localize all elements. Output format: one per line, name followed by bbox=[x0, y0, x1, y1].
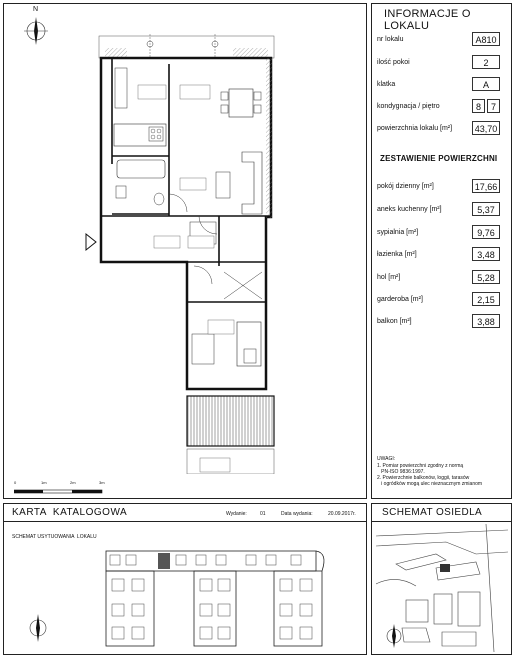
floor-plan-panel bbox=[3, 3, 367, 499]
scale-label-1: 1m bbox=[41, 480, 47, 485]
info-value-total-area: 43,70 bbox=[472, 121, 500, 135]
notes-title: UWAGI: bbox=[377, 456, 396, 462]
catalogue-header bbox=[4, 504, 366, 522]
area-label-living-room: pokój dzienny [m²] bbox=[377, 183, 434, 190]
area-label-bathroom: łazienka [m²] bbox=[377, 251, 417, 258]
notes-line-3: 2. Powierzchnie balkonów, loggii, tarasów bbox=[377, 475, 470, 481]
date-value: 20.09.2017r. bbox=[328, 511, 356, 517]
area-value-kitchenette: 5,37 bbox=[472, 202, 500, 216]
scale-label-3: 3m bbox=[99, 480, 105, 485]
area-label-balcony: balkon [m²] bbox=[377, 318, 412, 325]
info-value-staircase: A bbox=[472, 77, 500, 91]
estate-schema-panel bbox=[371, 503, 512, 655]
scale-label-0: 0 bbox=[14, 480, 17, 485]
info-value-floor: 7 bbox=[487, 99, 500, 113]
info-label-staircase: klatka bbox=[377, 81, 396, 88]
info-label-lot-number: nr lokalu bbox=[377, 36, 404, 43]
edition-label: Wydanie: bbox=[226, 511, 247, 517]
area-label-hall: hol [m²] bbox=[377, 274, 401, 281]
info-value-storey: 8 bbox=[472, 99, 485, 113]
notes-line-1: 1. Pomiar powierzchni zgodny z normą bbox=[377, 463, 464, 469]
info-title: INFORMACJE O LOKALU bbox=[384, 8, 471, 32]
location-title: SCHEMAT USYTUOWANIA LOKALU bbox=[12, 534, 97, 540]
compass-label: N bbox=[33, 6, 39, 13]
compass-small-icon bbox=[26, 610, 52, 646]
scale-bar bbox=[14, 480, 114, 496]
area-value-wardrobe: 2,15 bbox=[472, 292, 500, 306]
scale-ruler bbox=[14, 488, 114, 496]
area-value-living-room: 17,66 bbox=[472, 179, 500, 193]
card-title: KARTA KATALOGOWA bbox=[12, 507, 128, 518]
area-value-balcony: 3,88 bbox=[472, 314, 500, 328]
floor-plan-drawing bbox=[4, 4, 368, 474]
scale-label-2: 2m bbox=[70, 480, 76, 485]
info-value-lot-number: A810 bbox=[472, 32, 500, 46]
area-value-bathroom: 3,48 bbox=[472, 247, 500, 261]
area-value-bedroom: 9,76 bbox=[472, 225, 500, 239]
date-label: Data wydania: bbox=[281, 511, 313, 517]
info-label-rooms: ilość pokoi bbox=[377, 59, 410, 66]
info-label-total-area: powierzchnia lokalu [m²] bbox=[377, 125, 453, 132]
notes-line-4: i ogródków mogą ulec nieznacznym zmianom bbox=[377, 481, 483, 487]
estate-map bbox=[376, 524, 508, 652]
info-value-rooms: 2 bbox=[472, 55, 500, 69]
notes-line-2: PN-ISO 9836:1997. bbox=[377, 469, 425, 475]
estate-header bbox=[372, 504, 511, 522]
area-label-bedroom: sypialnia [m²] bbox=[377, 229, 419, 236]
areas-title: ZESTAWIENIE POWIERZCHNI bbox=[380, 154, 498, 163]
area-label-wardrobe: garderoba [m²] bbox=[377, 296, 423, 303]
area-value-hall: 5,28 bbox=[472, 270, 500, 284]
area-label-kitchenette: aneks kuchenny [m²] bbox=[377, 206, 442, 213]
edition-value: 01 bbox=[260, 511, 266, 517]
info-panel bbox=[371, 3, 512, 499]
building-location-diagram bbox=[96, 549, 336, 649]
info-label-floor: kondygnacja / piętro bbox=[377, 103, 440, 110]
catalogue-card-panel bbox=[3, 503, 367, 655]
estate-title: SCHEMAT OSIEDLA bbox=[382, 507, 483, 518]
